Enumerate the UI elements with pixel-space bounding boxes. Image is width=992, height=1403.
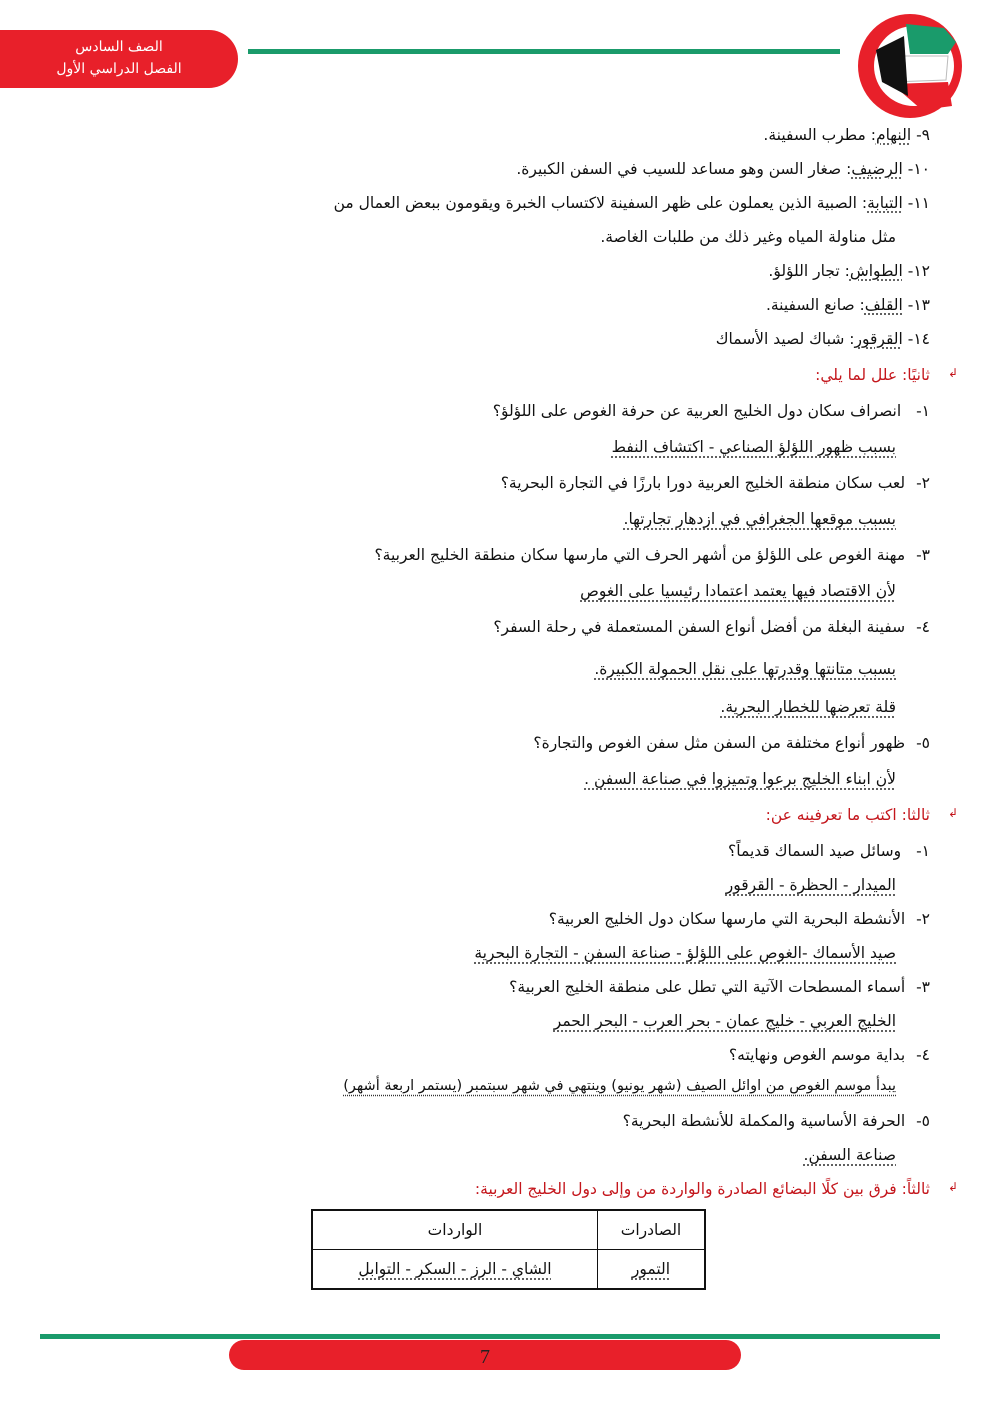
answer-text: الميدار - الحظرة - القرقور	[725, 876, 896, 894]
cell-exports: التمور	[598, 1250, 706, 1290]
question-text: بداية موسم الغوص ونهايته؟	[728, 1046, 906, 1064]
question-row	[729, 1046, 930, 1064]
item-term: القرقور	[854, 330, 903, 348]
question-text: الأنشطة البحرية التي مارسها سكان دول الخليج العربية؟	[548, 910, 906, 928]
comparison-table	[311, 1209, 706, 1290]
question-number: ١-	[916, 402, 930, 420]
question-text: انصراف سكان دول الخليج العربية عن حرفة الغوص على اللؤلؤ؟	[492, 402, 902, 420]
item-term: الطواش	[849, 262, 903, 280]
item-separator: :	[839, 262, 850, 280]
question-text: سفينة البغلة من أفضل أنواع السفن المستعملة في رحلة السفر؟	[493, 618, 906, 636]
list-item	[766, 296, 930, 314]
item-term: الرضيف	[851, 160, 903, 178]
list-item	[334, 194, 930, 212]
item-separator: :	[844, 330, 855, 348]
question-text: لعب سكان منطقة الخليج العربية دورا بارزًا في التجارة البحرية؟	[500, 474, 906, 492]
header-exports: الصادرات	[598, 1210, 706, 1250]
semester-label: الفصل الدراسي الأول	[56, 61, 182, 77]
section-heading	[765, 806, 958, 824]
table-row	[312, 1250, 705, 1290]
answer-text: يبدأ موسم الغوص من اوائل الصيف (شهر يونيو) وينتهي في شهر سبتمبر (يستمر اربعة أشهر)	[343, 1078, 896, 1094]
item-number: ١٣-	[907, 296, 930, 314]
corner-bullet-icon: ↲	[947, 366, 958, 380]
grade-label: الصف السادس	[75, 39, 163, 55]
item-definition: صغار السن وهو مساعد للسيب في السفن الكبيرة.	[516, 160, 842, 178]
question-number: ٤-	[916, 1046, 930, 1064]
table-header-row	[312, 1210, 705, 1250]
list-item	[768, 262, 930, 280]
list-item	[716, 330, 930, 348]
header-imports: الواردات	[312, 1210, 598, 1250]
question-row	[549, 910, 930, 928]
question-number: ٥-	[916, 734, 930, 752]
bottom-divider	[40, 1334, 940, 1339]
item-separator: :	[854, 296, 865, 314]
kuwait-map-logo	[848, 10, 976, 120]
corner-bullet-icon: ↲	[947, 1180, 958, 1194]
list-item-continuation: مثل مناولة المياه وغير ذلك من طلبات الغاصة.	[600, 228, 896, 246]
question-text: ظهور أنواع مختلفة من السفن مثل سفن الغوص والتجارة؟	[533, 734, 906, 752]
item-definition: تجار اللؤلؤ.	[768, 262, 840, 280]
section3-heading-text: ثالثا: اكتب ما تعرفينه عن:	[765, 806, 930, 824]
item-term: التبابة	[867, 194, 903, 212]
section-heading	[815, 366, 958, 384]
question-number: ٣-	[916, 978, 930, 996]
item-number: ١٢-	[907, 262, 930, 280]
top-divider	[248, 49, 840, 54]
item-definition: الصبية الذين يعملون على ظهر السفينة لاكتساب الخبرة ويقومون ببعض العمال من	[333, 194, 857, 212]
question-number: ٢-	[916, 474, 930, 492]
answer-text: لأن ابناء الخليج برعوا وتميزوا في صناعة السفن .	[584, 770, 896, 788]
question-row	[533, 734, 930, 752]
item-separator: :	[856, 194, 868, 212]
answer-text: قلة تعرضها للخطار البحرية.	[720, 698, 896, 716]
question-number: ٢-	[916, 910, 930, 928]
question-number: ٥-	[916, 1112, 930, 1130]
question-text: وسائل صيد السماك قديماً؟	[728, 842, 902, 860]
item-definition: مطرب السفينة.	[763, 126, 866, 144]
question-row	[623, 1112, 930, 1130]
question-number: ٣-	[916, 546, 930, 564]
answer-text: بسبب موقعها الجغرافي في ازدهار تجارتها.	[623, 510, 896, 528]
list-item	[516, 160, 930, 178]
section4-heading-text: ثالثاً: فرق بين كلًا البضائع الصادرة والواردة من وإلى دول الخليج العربية:	[474, 1180, 930, 1198]
corner-bullet-icon: ↲	[947, 806, 958, 820]
answer-text: الخليج العربي - خليج عمان - بحر العرب - البحر الحمر	[553, 1012, 896, 1030]
section2-heading-text: ثانيًا: علل لما يلي:	[815, 366, 930, 384]
answer-text: بسبب متانتها وقدرتها على نقل الحمولة الكبيرة.	[594, 660, 896, 678]
question-row	[728, 842, 930, 860]
header-banner	[0, 30, 238, 88]
question-text: أسماء المسطحات الآتية التي تطل على منطقة الخليج العربية؟	[509, 978, 906, 996]
item-definition: شباك لصيد الأسماك	[715, 330, 845, 348]
answer-text: لأن الاقتصاد فيها يعتمد اعتمادا رئيسيا على الغوص	[580, 582, 896, 600]
answer-text: صيد الأسماك -الغوص على اللؤلؤ - صناعة السفن - التجارة البحرية	[474, 944, 896, 962]
page-number: 7	[229, 1340, 741, 1370]
section-heading	[474, 1180, 958, 1198]
answer-text: بسبب ظهور اللؤلؤ الصناعي - اكتشاف النفط	[611, 438, 896, 456]
question-text: الحرفة الأساسية والمكملة للأنشطة البحرية؟	[622, 1112, 906, 1130]
item-number: ١٤-	[907, 330, 930, 348]
cell-imports: الشاي - الرز - السكر - التوابل	[312, 1250, 598, 1290]
question-row	[493, 402, 930, 420]
answer-text: صناعة السفن.	[803, 1146, 896, 1164]
item-term: القلف	[864, 296, 903, 314]
item-number: ٩-	[916, 126, 930, 144]
question-number: ١-	[916, 842, 930, 860]
list-item	[763, 126, 930, 144]
question-number: ٤-	[916, 618, 930, 636]
question-row	[509, 978, 930, 996]
item-separator: :	[841, 160, 852, 178]
item-separator: :	[865, 126, 876, 144]
item-number: ١١-	[907, 194, 930, 212]
question-row	[374, 546, 930, 564]
question-row	[501, 474, 930, 492]
item-definition: صانع السفينة.	[765, 296, 855, 314]
item-term: النهام	[875, 126, 912, 144]
question-text: مهنة الغوص على اللؤلؤ من أشهر الحرف التي مارسها سكان منطقة الخليج العربية؟	[374, 546, 906, 564]
item-number: ١٠-	[907, 160, 930, 178]
question-row	[493, 618, 930, 636]
